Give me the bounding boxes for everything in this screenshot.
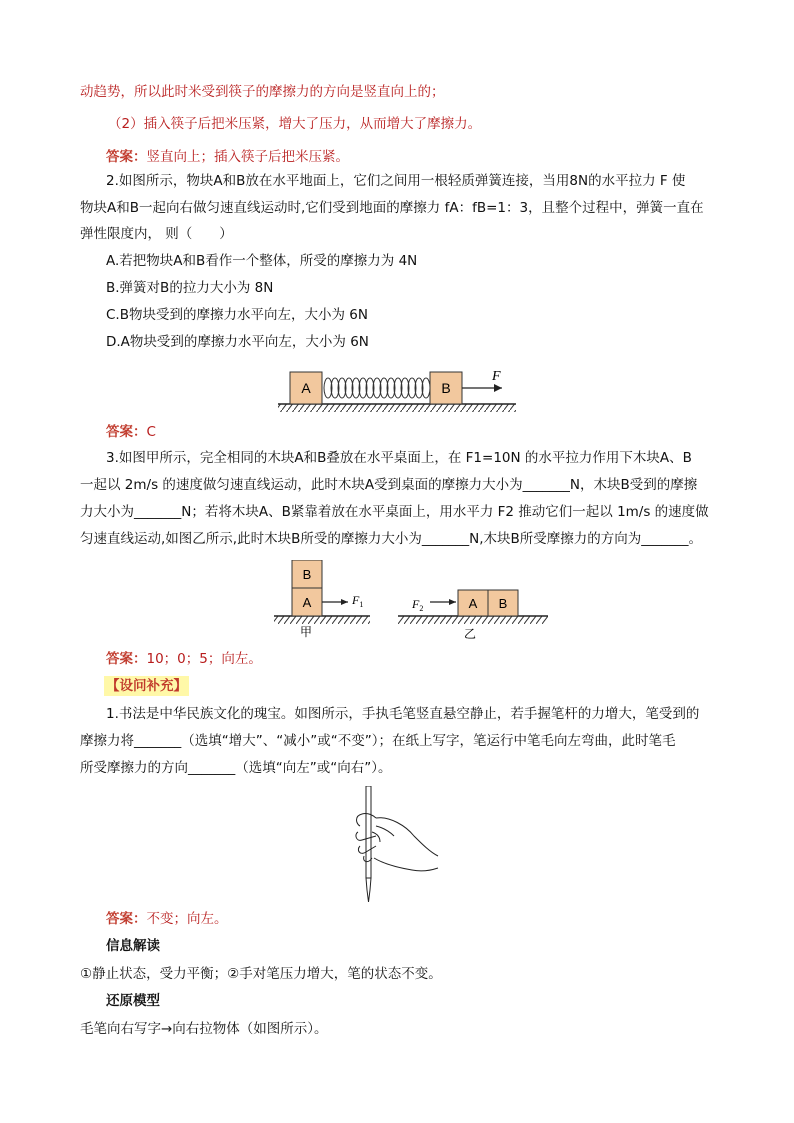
- f2-label: $F_2$: [412, 597, 424, 613]
- ground-hatch-right: [398, 616, 548, 624]
- q2-line-2: 物块A和B一起向右做匀速直线运动时,它们受到地面的摩擦力 fA：fB=1：3，且整个过程中，弹簧一直在: [80, 200, 704, 216]
- ground-hatch-left: [274, 616, 370, 624]
- model-text: 毛笔向右写字→向右拉物体（如图所示）。: [80, 1021, 328, 1037]
- answer-label: 答案：: [106, 424, 147, 440]
- block-b-right-label: B: [498, 596, 508, 611]
- answer-label: 答案：: [106, 651, 147, 667]
- model-title: 还原模型: [106, 993, 160, 1009]
- q4-line-3: 所受摩擦力的方向_______（选填“向左”或“向右”）。: [80, 760, 392, 776]
- answer-text: 不变；向左。: [146, 911, 228, 927]
- f2-arrowhead: [449, 599, 456, 605]
- answer-4: [106, 909, 228, 929]
- brush-hand-figure: [350, 786, 442, 906]
- f1-arrowhead: [341, 599, 348, 605]
- answer-label: 答案：: [106, 149, 147, 165]
- answer-text: 10；0；5；向左。: [146, 651, 262, 667]
- caption-yi: 乙: [463, 627, 477, 641]
- answer-text: 竖直向上；插入筷子后把米压紧。: [146, 149, 349, 165]
- q3-line-3: 力大小为_______N；若将木块A、B紧靠着放在水平桌面上，用水平力 F2 推动它们一起以 1m/s 的速度做: [80, 504, 709, 520]
- q4-line-1: 1.书法是中华民族文化的瑰宝。如图所示，手执毛笔竖直悬空静止，若手握笔杆的力增大，笔受到的: [106, 706, 700, 722]
- q2-line-1: 2.如图所示，物块A和B放在水平地面上，它们之间用一根轻质弹簧连接，当用8N的水平拉力 F 使: [106, 173, 686, 189]
- answer-text: C: [146, 424, 156, 440]
- intro-line-2: （2）插入筷子后把米压紧，增大了压力，从而增大了摩擦力。: [108, 116, 482, 132]
- block-b-top-label: B: [302, 567, 312, 582]
- answer-3: [106, 649, 262, 669]
- info-text: ①静止状态，受力平衡；②手对笔压力增大，笔的状态不变。: [80, 966, 442, 982]
- q3-line-1: 3.如图甲所示，完全相同的木块A和B叠放在水平桌面上，在 F1=10N 的水平拉力作用下木块A、B: [106, 450, 692, 466]
- f1-label: $F_1$: [352, 593, 364, 609]
- ground-hatch: [278, 404, 516, 412]
- answer-2: [106, 422, 156, 442]
- block-a-label: A: [301, 380, 311, 396]
- intro-line-1: 动趋势，所以此时米受到筷子的摩擦力的方向是竖直向上的；: [80, 84, 445, 100]
- force-arrowhead: [494, 384, 502, 392]
- section-heading: 【设问补充】: [106, 678, 187, 694]
- block-a-bottom-label: A: [302, 595, 312, 610]
- q3-line-2: 一起以 2m/s 的速度做匀速直线运动，此时木块A受到桌面的摩擦力大小为_______N，木块B受到的摩擦: [80, 477, 698, 493]
- caption-jia: 甲: [299, 625, 313, 639]
- q4-line-2: 摩擦力将_______（选填“增大”、“减小”或“不变”）；在纸上写字，笔运行中笔毛向左弯曲，此时笔毛: [80, 733, 676, 749]
- info-title: 信息解读: [106, 938, 160, 954]
- answer-label: 答案：: [106, 911, 147, 927]
- stacked-blocks-figure: [272, 560, 550, 642]
- q2-option-a: A.若把物块A和B看作一个整体，所受的摩擦力为 4N: [106, 253, 418, 269]
- spring-coil: [324, 378, 430, 398]
- q2-option-c: C.B物块受到的摩擦力水平向左，大小为 6N: [106, 307, 368, 323]
- q2-line-3: 弹性限度内， 则（ ）: [80, 226, 233, 242]
- q3-line-4: 匀速直线运动,如图乙所示,此时木块B所受的摩擦力大小为_______N,木块B所受摩擦力的方向为_______。: [80, 531, 702, 547]
- force-label: F: [492, 369, 501, 384]
- q2-option-b: B.弹簧对B的拉力大小为 8N: [106, 280, 274, 296]
- spring-blocks-figure: [276, 362, 520, 414]
- brush-icon: [366, 786, 371, 902]
- answer-1: [106, 147, 349, 167]
- block-b-label: B: [441, 380, 451, 396]
- block-a-right-label: A: [468, 596, 478, 611]
- q2-option-d: D.A物块受到的摩擦力水平向左，大小为 6N: [106, 334, 369, 350]
